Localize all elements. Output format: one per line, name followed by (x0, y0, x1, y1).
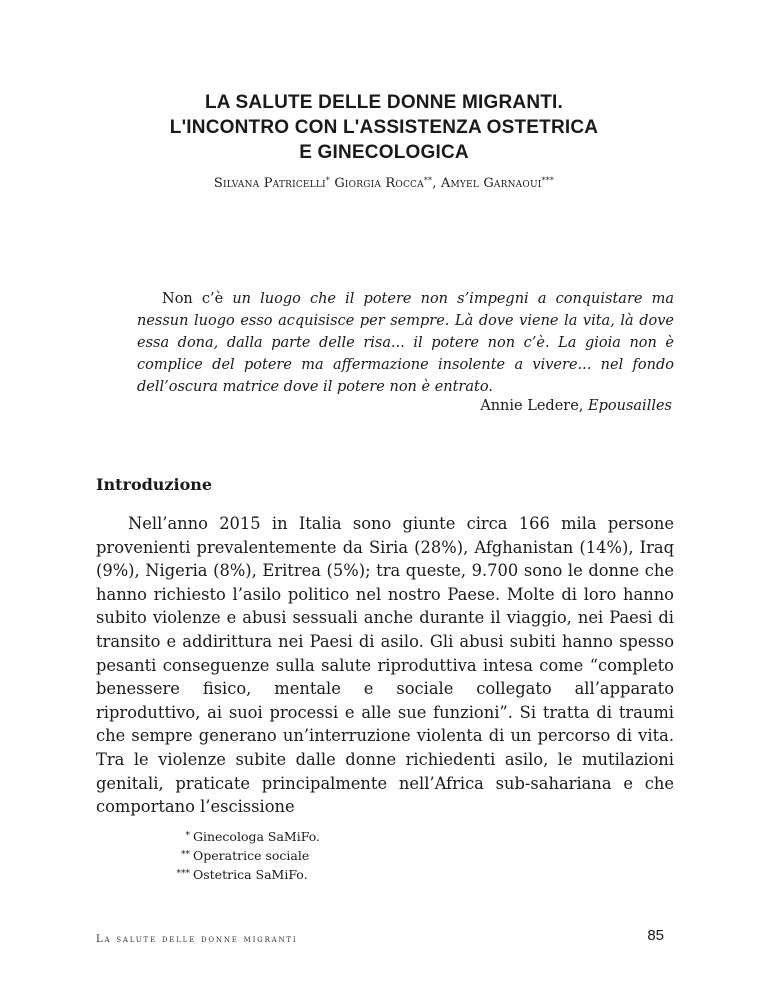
footnote-marker: *** (541, 176, 555, 185)
title-line-3: E GINECOLOGICA (299, 142, 469, 163)
epigraph (137, 288, 674, 398)
title-line-2: L'INCONTRO CON L'ASSISTENZA OSTETRICA (169, 117, 599, 138)
epigraph-attribution (480, 398, 672, 414)
page-number: 85 (647, 927, 664, 944)
epigraph-work: Epousailles (588, 398, 672, 414)
author-list (0, 176, 768, 191)
epigraph-lead: Non c’è (162, 291, 233, 307)
footnote (160, 827, 320, 846)
author-name: , Amyel Garnaoui (432, 176, 542, 191)
running-footer: La salute delle donne migranti (96, 934, 298, 945)
footnote-marker: * (325, 176, 330, 185)
footnote-mark: * (185, 831, 190, 841)
title-line-1: LA SALUTE DELLE DONNE MIGRANTI. (204, 92, 564, 113)
footnote-mark: ** (181, 850, 190, 860)
article-title (0, 90, 768, 165)
footnote-marker: ** (423, 176, 433, 185)
footnote (160, 846, 320, 865)
epigraph-author: Annie Ledere, (480, 398, 589, 414)
epigraph-quote: un luogo che il potere non s’impegni a conquistare ma nessun luogo esso acquisisce per sempre. Là dove viene la vita, là dove essa dona, dalla parte delle risa... il potere non c’è. La gioia non è complice del potere ma affermazione insolente a vivere... nel fondo dell’oscura matrice dove il potere non è entrato. (137, 291, 674, 395)
footnote-mark: *** (176, 869, 190, 879)
footnote-text: Operatrice sociale (193, 848, 310, 863)
body-paragraph: Nell’anno 2015 in Italia sono giunte circa 166 mila persone provenienti prevalentemente da Siria (28%), Afghanistan (14%), Iraq (9%), Nigeria (8%), Eritrea (5%); tra queste, 9.700 sono le donne che hanno richiesto l’asilo politico nel nostro Paese. Molte di loro hanno subito violenze e abusi sessuali anche durante il viaggio, nei Paesi di transito e addirittura nei Paesi di asilo. Gli abusi subiti hanno spesso pesanti conseguenze sulla salute riproduttiva intesa come “completo benessere fisico, mentale e sociale collegato all’apparato riproduttivo, ai suoi processi e alle sue funzioni”. Si tratta di traumi che sempre generano un’interruzione violenta di un percorso di vita. Tra le violenze subite dalle donne richiedenti asilo, le mutilazioni genitali, praticate principalmente nell’Africa sub-sahariana e che comportano l’escissione (96, 514, 674, 817)
author-name: Silvana Patricelli (213, 176, 326, 191)
section-heading: Introduzione (96, 475, 213, 494)
footnote-text: Ostetrica SaMiFo. (193, 867, 308, 882)
footnote (160, 865, 320, 884)
author-name: Giorgia Rocca (330, 176, 424, 191)
footnote-text: Ginecologa SaMiFo. (193, 829, 320, 844)
footnotes (160, 827, 320, 884)
